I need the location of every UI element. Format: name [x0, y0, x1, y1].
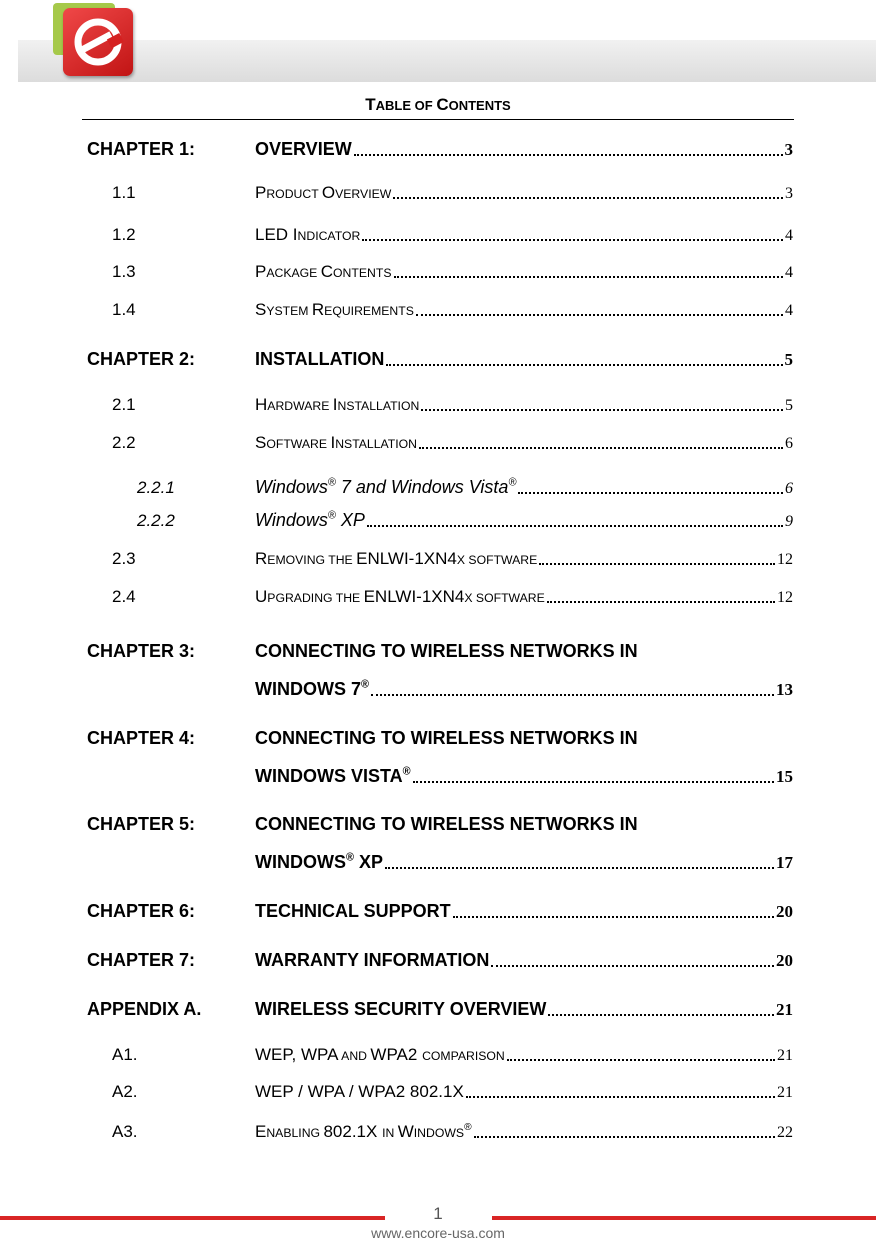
toc-entry-page: 21 — [776, 1000, 793, 1019]
dot-leader — [547, 601, 775, 603]
toc-entry-number: 2.2.1 — [137, 478, 175, 497]
toc-entry[interactable] — [0, 133, 876, 163]
dot-leader — [548, 1014, 774, 1016]
dot-leader — [362, 239, 783, 241]
toc-entry[interactable] — [0, 1075, 876, 1105]
toc-entry-page: 20 — [776, 951, 793, 970]
toc-entry-page: 21 — [777, 1047, 793, 1064]
toc-entry-number: CHAPTER 7: — [87, 950, 196, 970]
toc-entry-title: WARRANTY INFORMATION — [255, 950, 490, 970]
toc-entry[interactable] — [0, 814, 876, 876]
toc-entry-page: 5 — [784, 350, 793, 369]
toc-entry-title: REMOVING THE ENLWI-1XN4X SOFTWARE — [255, 549, 538, 568]
toc-entry-title: WEP / WPA / WPA2 802.1X — [255, 1082, 464, 1101]
toc-entry[interactable] — [0, 255, 876, 285]
toc-entry-page: 4 — [785, 302, 793, 319]
dot-leader — [394, 276, 784, 278]
toc-entry-page: 4 — [785, 264, 793, 281]
toc-entry[interactable] — [0, 504, 876, 534]
toc-entry-page: 4 — [785, 227, 793, 244]
page-number: 1 — [433, 1204, 443, 1223]
dot-leader — [385, 867, 774, 869]
toc-entry-page: 20 — [776, 902, 793, 921]
toc-entry-page: 21 — [777, 1084, 793, 1101]
toc-entry[interactable] — [0, 993, 876, 1023]
toc-entry[interactable] — [0, 895, 876, 925]
toc-entry-title: ENABLING 802.1X IN WINDOWS® — [255, 1121, 472, 1141]
dot-leader — [491, 965, 774, 967]
toc-entry[interactable] — [0, 343, 876, 373]
toc-entry-page: 3 — [784, 140, 793, 159]
toc-entry-title-line1: CONNECTING TO WIRELESS NETWORKS IN — [255, 641, 638, 661]
toc-entry[interactable] — [0, 471, 876, 501]
toc-entry-title: WINDOWS VISTA® — [255, 765, 411, 786]
toc-entry[interactable] — [0, 1038, 876, 1068]
toc-entry[interactable] — [0, 1115, 876, 1145]
toc-entry-page: 22 — [777, 1124, 793, 1141]
toc-entry-title: WEP, WPA AND WPA2 COMPARISON — [255, 1045, 505, 1064]
toc-entry-title: PRODUCT OVERVIEW — [255, 183, 392, 202]
toc-entry-page: 5 — [785, 397, 793, 414]
dot-leader — [466, 1096, 775, 1098]
dot-leader — [419, 447, 783, 449]
toc-entry[interactable] — [0, 218, 876, 248]
toc-entry[interactable] — [0, 944, 876, 974]
toc-entry-number: 1.3 — [112, 262, 136, 281]
toc-entry-number: A1. — [112, 1045, 138, 1064]
encore-logo-icon — [63, 8, 133, 76]
toc-entry[interactable] — [0, 580, 876, 610]
toc-entry-page: 12 — [777, 551, 793, 568]
toc-entry-page: 17 — [776, 853, 793, 872]
toc-entry[interactable] — [0, 728, 876, 790]
toc-entry-number: CHAPTER 3: — [87, 641, 196, 661]
toc-entry-title-line1: CONNECTING TO WIRELESS NETWORKS IN — [255, 728, 638, 748]
toc-entry-page: 12 — [777, 589, 793, 606]
toc-entry-page: 6 — [785, 480, 793, 497]
dot-leader — [421, 409, 783, 411]
footer-url: www.encore-usa.com — [371, 1225, 505, 1241]
toc-entry-title: SOFTWARE INSTALLATION — [255, 433, 418, 452]
toc-entry-number: CHAPTER 5: — [87, 814, 196, 834]
toc-entry-title: WINDOWS 7® — [255, 678, 369, 699]
toc-entry-title: HARDWARE INSTALLATION — [255, 395, 420, 414]
dot-leader — [367, 525, 783, 527]
toc-entry-number: 2.2 — [112, 433, 136, 452]
toc-entry-page: 15 — [776, 767, 793, 786]
toc-entry-number: 2.2.2 — [137, 511, 175, 530]
toc-entry-title: PACKAGE CONTENTS — [255, 262, 392, 281]
toc-entry-number: CHAPTER 6: — [87, 901, 196, 921]
toc-entry-title: WINDOWS® XP — [255, 851, 383, 872]
toc-entry-title: Windows® XP — [255, 509, 365, 530]
toc-entry-title: Windows® 7 and Windows Vista® — [255, 476, 517, 497]
toc-entry-number: 2.4 — [112, 587, 136, 606]
toc-entry-number: A3. — [112, 1122, 138, 1141]
toc-entry-number: CHAPTER 4: — [87, 728, 196, 748]
toc-entry-page: 13 — [776, 680, 793, 699]
toc-entry-number: A2. — [112, 1082, 138, 1101]
dot-leader — [507, 1059, 775, 1061]
toc-entry-number: 1.4 — [112, 300, 136, 319]
dot-leader — [474, 1136, 775, 1138]
toc-entry-title-line1: CONNECTING TO WIRELESS NETWORKS IN — [255, 814, 638, 834]
toc-entry-number: CHAPTER 2: — [87, 349, 196, 369]
dot-leader — [539, 563, 775, 565]
toc-title: TABLE OF CONTENTS — [82, 95, 794, 120]
toc-entry-number: 2.3 — [112, 549, 136, 568]
toc-entry-title: INSTALLATION — [255, 349, 385, 369]
toc-entry[interactable] — [0, 176, 876, 206]
dot-leader — [371, 694, 774, 696]
dot-leader — [413, 781, 774, 783]
toc-entry[interactable] — [0, 641, 876, 703]
dot-leader — [518, 492, 783, 494]
dot-leader — [453, 916, 774, 918]
toc-entry[interactable] — [0, 426, 876, 456]
toc-entry-title: WIRELESS SECURITY OVERVIEW — [255, 999, 547, 1019]
toc-entry[interactable] — [0, 293, 876, 323]
toc-entry-title: SYSTEM REQUIREMENTS — [255, 300, 414, 319]
toc-entry-title: OVERVIEW — [255, 139, 352, 159]
dot-leader — [354, 154, 783, 156]
dot-leader — [386, 364, 782, 366]
toc-entry-number: 2.1 — [112, 395, 136, 414]
toc-entry-page: 3 — [785, 185, 793, 202]
toc-entry[interactable] — [0, 388, 876, 418]
toc-entry-page: 6 — [785, 435, 793, 452]
header-band — [18, 40, 876, 82]
toc-entry[interactable] — [0, 542, 876, 572]
toc-entry-number: 1.2 — [112, 225, 136, 244]
toc-entry-title: UPGRADING THE ENLWI-1XN4X SOFTWARE — [255, 587, 545, 606]
toc-entry-title: TECHNICAL SUPPORT — [255, 901, 451, 921]
toc-entry-title: LED INDICATOR — [255, 225, 361, 244]
toc-entry-page: 9 — [785, 513, 793, 530]
dot-leader — [416, 314, 783, 316]
toc-entry-number: APPENDIX A. — [87, 999, 202, 1019]
dot-leader — [393, 197, 783, 199]
toc-entry-number: 1.1 — [112, 183, 136, 202]
toc-entry-number: CHAPTER 1: — [87, 139, 196, 159]
